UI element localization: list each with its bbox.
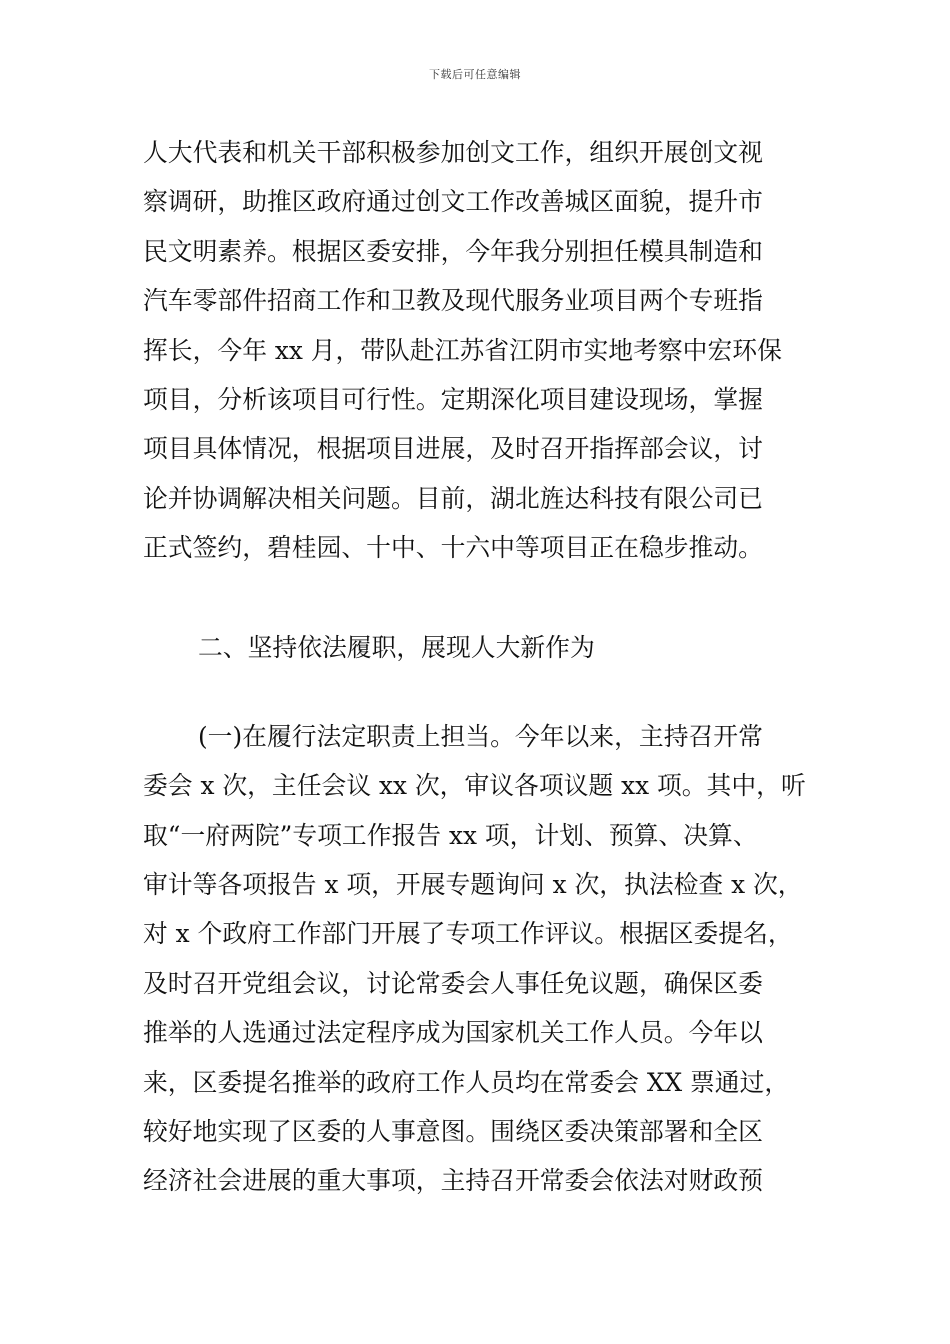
text-line: 来，区委提名推举的政府工作人员均在常委会 XX 票通过，	[143, 1067, 790, 1097]
text-line: 正式签约，碧桂园、十中、十六中等项目正在稳步推动。	[143, 533, 763, 563]
text-line: 人大代表和机关干部积极参加创文工作，组织开展创文视	[143, 138, 763, 167]
text-line: (一)在履行法定职责上担当。今年以来，主持召开常	[198, 721, 763, 751]
text-line: 汽车零部件招商工作和卫教及现代服务业项目两个专班指	[143, 286, 763, 316]
text-line: 对 x 个政府工作部门开展了专项工作评议。根据区委提名，	[143, 919, 793, 949]
text-line: 委会 x 次，主任会议 xx 次，审议各项议题 xx 项。其中，听	[143, 771, 806, 801]
text-line: 经济社会进展的重大事项，主持召开常委会依法对财政预	[143, 1166, 763, 1196]
text-line: 论并协调解决相关问题。目前，湖北旌达科技有限公司已	[143, 483, 763, 513]
text-line: 察调研，助推区政府通过创文工作改善城区面貌，提升市	[143, 187, 763, 217]
text-line: 项目具体情况，根据项目进展，及时召开指挥部会议，讨	[143, 434, 763, 464]
paragraph-gap	[143, 573, 809, 623]
paragraph-2	[143, 712, 809, 1206]
text-line: 较好地实现了区委的人事意图。围绕区委决策部署和全区	[143, 1117, 763, 1147]
text-line: 项目，分析该项目可行性。定期深化项目建设现场，掌握	[143, 384, 763, 414]
section-heading: 二、坚持依法履职，展现人大新作为	[198, 632, 595, 662]
text-line: 及时召开党组会议，讨论常委会人事任免议题，确保区委	[143, 968, 763, 998]
document-body	[143, 128, 809, 1206]
paragraph-gap	[143, 672, 809, 712]
text-line: 挥长，今年 xx 月，带队赴江苏省江阴市实地考察中宏环保	[143, 335, 782, 365]
text-line: 审计等各项报告 x 项，开展专题询问 x 次，执法检查 x 次，	[143, 870, 803, 900]
paragraph-1	[143, 128, 809, 573]
page-header-note: 下载后可任意编辑	[429, 68, 521, 81]
text-line: 推举的人选通过法定程序成为国家机关工作人员。今年以	[143, 1018, 763, 1048]
text-line: 取“一府两院”专项工作报告 xx 项，计划、预算、决算、	[143, 820, 758, 850]
text-line: 民文明素养。根据区委安排，今年我分别担任模具制造和	[143, 236, 763, 266]
